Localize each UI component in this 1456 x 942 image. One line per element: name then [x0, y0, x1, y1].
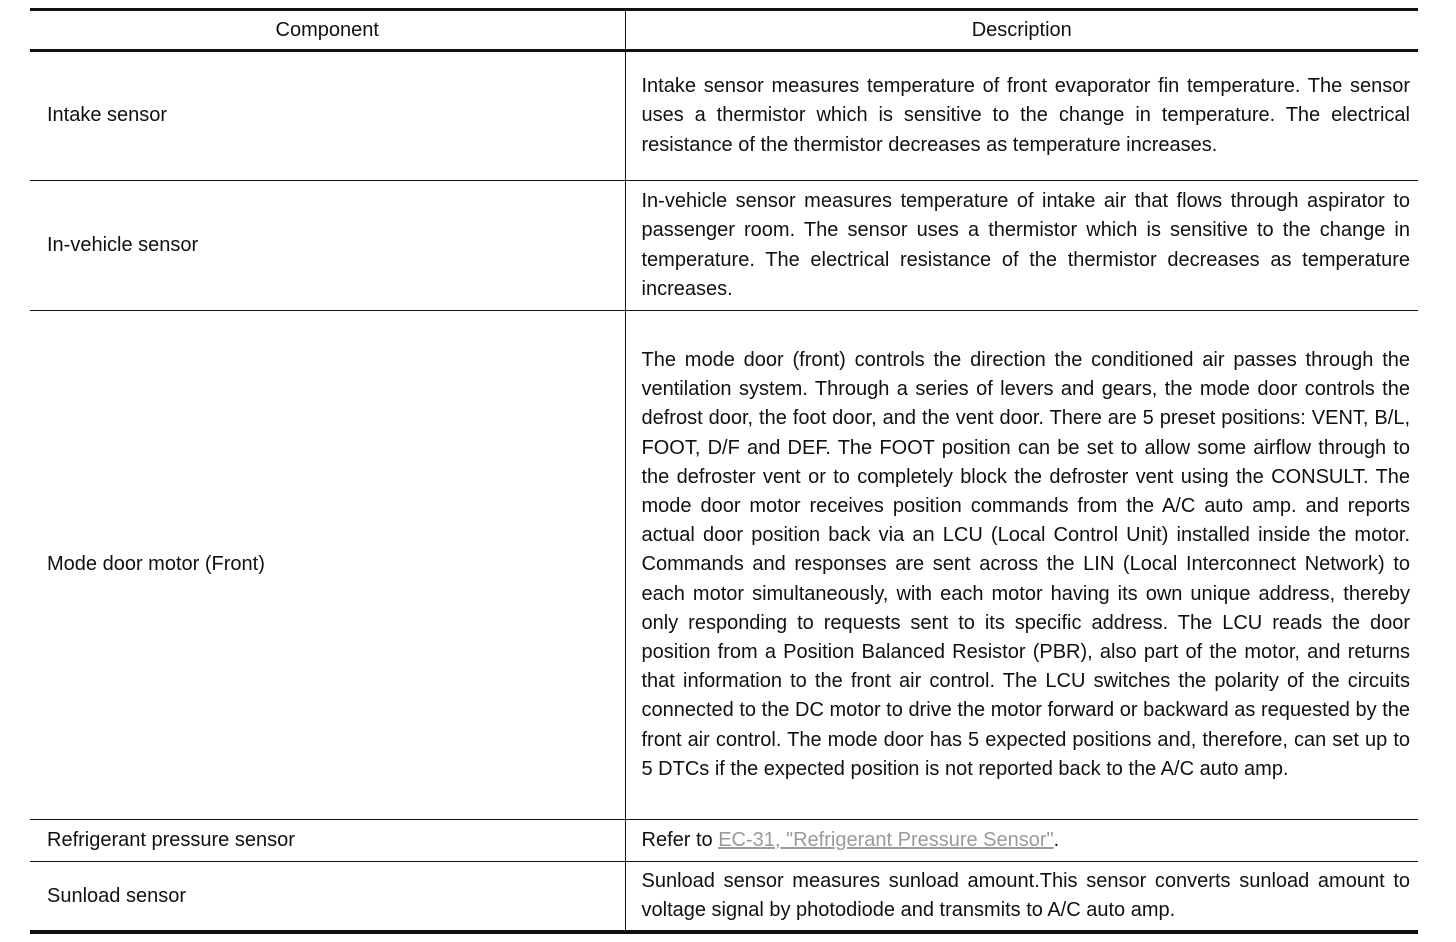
description-cell-sunload-sensor: Sunload sensor measures sunload amount.This sensor converts sunload amount to voltage signal by photodiode and transmits to A/C auto amp.	[641, 870, 1410, 922]
table-row	[30, 862, 1418, 933]
table-header-row	[30, 10, 1418, 51]
ec-31-reference-link[interactable]: EC-31, "Refrigerant Pressure Sensor"	[718, 828, 1054, 851]
reference-period: .	[1053, 828, 1060, 851]
column-header-description: Description	[625, 10, 1418, 51]
table-row	[30, 51, 1418, 181]
component-cell-sunload-sensor: Sunload sensor	[30, 862, 625, 933]
description-cell-in-vehicle-sensor: In-vehicle sensor measures temperature of intake air that flows through aspirator to passenger room. The sensor uses a thermistor which is sensitive to the change in temperature. The electrical resistance of the thermistor decreases as temperature increases.	[625, 181, 1418, 311]
component-cell-intake-sensor: Intake sensor	[30, 51, 625, 181]
component-description-table	[30, 8, 1418, 934]
table-row	[30, 820, 1418, 862]
column-header-component: Component	[30, 10, 625, 51]
table-row	[30, 181, 1418, 311]
component-cell-refrigerant-pressure-sensor: Refrigerant pressure sensor	[30, 820, 625, 862]
table-row	[30, 311, 1418, 820]
component-cell-mode-door-motor: Mode door motor (Front)	[30, 311, 625, 820]
description-cell-mode-door-motor: The mode door (front) controls the direction the conditioned air passes through the ventilation system. Through a series of levers and gears, the mode door controls the defrost door, the foot door, and the vent door. There are 5 preset positions: VENT, B/L, FOOT, D/F and DEF. The FOOT position can be set to allow some airflow through to the defroster vent or to completely block the defroster vent using the CONSULT. The mode door motor receives position commands from the A/C auto amp. and reports actual door position back via an LCU (Local Control Unit) installed inside the motor. Commands and responses are sent across the LIN (Local Interconnect Network) to each motor simultaneously, with each motor having its own unique address, thereby only responding to requests sent to its specific address. The LCU reads the door position from a Position Balanced Resistor (PBR), also part of the motor, and returns that information to the front air control. The LCU switches the polarity of the circuits connected to the DC motor to drive the motor forward or backward as requested by the front air control. The mode door has 5 expected positions and, therefore, can set up to 5 DTCs if the expected position is not reported back to the A/C auto amp.	[625, 311, 1418, 820]
description-cell-refrigerant-pressure-sensor	[625, 820, 1418, 862]
component-cell-in-vehicle-sensor: In-vehicle sensor	[30, 181, 625, 311]
refer-to-text: Refer to	[641, 828, 719, 851]
description-cell-intake-sensor: Intake sensor measures temperature of front evaporator fin temperature. The sensor uses a thermistor which is sensitive to the change in temperature. The electrical resistance of the thermistor decreases as temperature increases.	[625, 51, 1418, 181]
